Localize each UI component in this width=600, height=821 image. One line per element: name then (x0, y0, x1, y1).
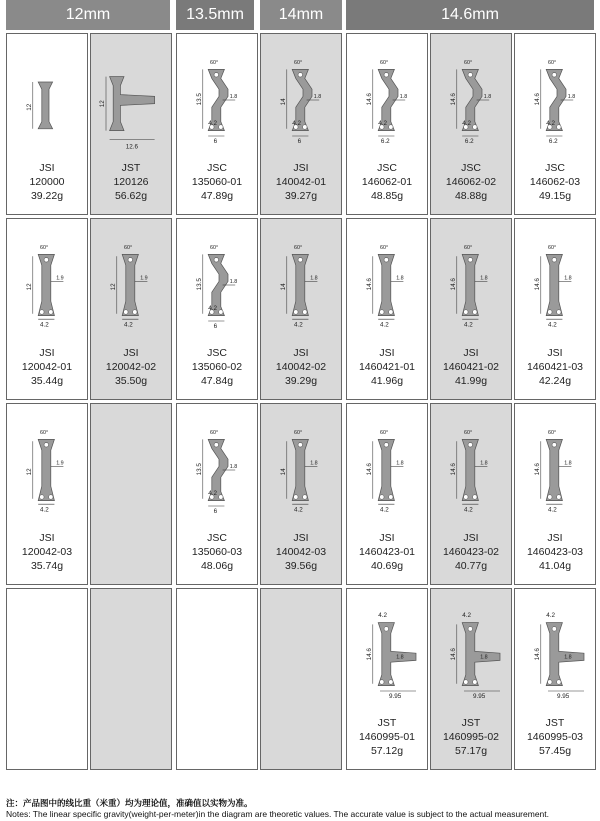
product-weight: 57.17g (454, 745, 488, 757)
dimension-label: 1.8 (480, 275, 488, 282)
product-weight: 57.45g (538, 745, 572, 757)
dimension-label: 6 (297, 138, 302, 146)
product-code: JSI (39, 162, 55, 174)
profile-diagram (183, 44, 255, 156)
product-code: JSC (461, 162, 481, 174)
dimension-label: 60° (548, 60, 557, 66)
dimension-label: 4.2 (464, 321, 473, 329)
product-number: 1460421-01 (358, 361, 416, 373)
dimension-label: 1.8 (229, 94, 238, 101)
dimension-label: 60° (294, 60, 303, 66)
note-chinese: 注：产品图中的线比重（米重）均为理论值，准确值以实物为准。 (6, 798, 253, 808)
dimension-label: 60° (464, 430, 473, 436)
profile-diagram (13, 414, 85, 526)
product-weight: 35.74g (30, 560, 64, 572)
profile-diagram (521, 229, 593, 341)
dimension-label: 12 (99, 100, 107, 108)
product-cell (514, 33, 596, 215)
product-weight: 47.84g (200, 375, 234, 387)
dimension-label: 13.5 (196, 463, 203, 476)
dimension-label: 14.6 (450, 93, 457, 106)
dimension-label: 14.6 (534, 648, 541, 661)
product-number: 1460423-02 (442, 546, 500, 558)
product-cell (430, 218, 512, 400)
product-number: 120042-02 (105, 361, 157, 373)
dimension-label: 60° (294, 245, 303, 251)
dimension-label: 4.2 (378, 120, 387, 128)
product-code: JSI (463, 532, 479, 544)
product-cell (260, 218, 342, 400)
product-weight: 49.15g (538, 190, 572, 202)
product-code: JSI (547, 347, 563, 359)
dimension-label: 1.8 (396, 460, 404, 467)
dimension-label: 60° (40, 430, 49, 436)
profile-diagram (437, 229, 509, 341)
dimension-label: 4.2 (40, 506, 49, 514)
dimension-label: 60° (380, 430, 389, 436)
dimension-label: 1.8 (313, 94, 322, 101)
product-code: JSI (463, 347, 479, 359)
dimension-label: 14 (280, 468, 287, 476)
dimension-label: 14 (280, 283, 287, 291)
dimension-label: 4.2 (378, 612, 387, 620)
dimension-label: 4.2 (462, 120, 471, 128)
profile-diagram (353, 44, 425, 156)
product-number: 140042-03 (275, 546, 327, 558)
dimension-label: 60° (210, 430, 219, 436)
product-cell (176, 33, 258, 215)
dimension-label: 1.8 (396, 275, 404, 282)
product-number: 146062-03 (529, 176, 581, 188)
profile-diagram (353, 414, 425, 526)
dimension-label: 14.6 (450, 278, 457, 291)
product-cell (6, 218, 88, 400)
dimension-label: 1.8 (483, 94, 492, 101)
empty-cell (90, 403, 172, 585)
product-weight: 48.88g (454, 190, 488, 202)
dimension-label: 14.6 (534, 278, 541, 291)
product-weight: 35.50g (114, 375, 148, 387)
product-cell (430, 588, 512, 770)
product-cell (176, 403, 258, 585)
product-cell (346, 403, 428, 585)
dimension-label: 1.8 (564, 460, 572, 467)
dimension-label: 13.5 (196, 93, 203, 106)
product-weight: 48.85g (370, 190, 404, 202)
dimension-label: 4.2 (380, 506, 389, 514)
profile-diagram (97, 44, 169, 156)
product-weight: 39.27g (284, 190, 318, 202)
product-cell (6, 33, 88, 215)
profile-diagram (97, 229, 169, 341)
product-number: 1460423-01 (358, 546, 416, 558)
dimension-label: 6 (213, 323, 218, 331)
dimension-label: 4.2 (292, 120, 301, 128)
product-cell (346, 218, 428, 400)
product-number: 140042-02 (275, 361, 327, 373)
dimension-label: 6 (213, 508, 218, 516)
profile-diagram (437, 414, 509, 526)
profile-diagram (267, 414, 339, 526)
product-cell (430, 403, 512, 585)
product-weight: 48.06g (200, 560, 234, 572)
product-number: 1460995-02 (442, 731, 500, 743)
dimension-label: 4.2 (208, 120, 217, 128)
product-weight: 56.62g (114, 190, 148, 202)
dimension-label: 4.2 (546, 612, 555, 620)
dimension-label: 9.95 (389, 693, 402, 701)
dimension-label: 1.8 (480, 654, 488, 661)
product-code: JSI (293, 532, 309, 544)
dimension-label: 6 (213, 138, 218, 146)
product-cell (6, 403, 88, 585)
dimension-label: 12 (26, 468, 33, 476)
product-code: JSI (293, 162, 309, 174)
header-14mm: 14mm (260, 0, 342, 30)
dimension-label: 13.5 (196, 278, 203, 291)
empty-cell (260, 588, 342, 770)
product-number: 140042-01 (275, 176, 327, 188)
dimension-label: 1.8 (310, 275, 318, 282)
dimension-label: 14.6 (534, 93, 541, 106)
dimension-label: 60° (124, 245, 133, 251)
empty-cell (6, 588, 88, 770)
product-weight: 39.56g (284, 560, 318, 572)
dimension-label: 60° (210, 245, 219, 251)
product-code: JSC (207, 532, 227, 544)
product-code: JSI (293, 347, 309, 359)
product-cell (176, 218, 258, 400)
dimension-label: 4.2 (208, 305, 217, 313)
product-code: JSI (39, 347, 55, 359)
profile-diagram (521, 44, 593, 156)
product-cell (260, 403, 342, 585)
empty-cell (176, 588, 258, 770)
dimension-label: 1.8 (564, 654, 572, 661)
header-13-5mm: 13.5mm (176, 0, 254, 30)
dimension-label: 1.9 (140, 275, 148, 282)
product-cell (514, 588, 596, 770)
dimension-label: 12.6 (125, 143, 139, 151)
dimension-label: 60° (464, 245, 473, 251)
profile-diagram (353, 599, 425, 711)
product-weight: 41.99g (454, 375, 488, 387)
product-cell (260, 33, 342, 215)
dimension-label: 60° (380, 245, 389, 251)
dimension-label: 14.6 (450, 648, 457, 661)
product-cell (514, 218, 596, 400)
product-weight: 39.22g (30, 190, 64, 202)
profile-diagram (267, 229, 339, 341)
dimension-label: 1.8 (564, 275, 572, 282)
product-code: JST (545, 717, 565, 729)
product-weight: 57.12g (370, 745, 404, 757)
dimension-label: 4.2 (546, 120, 555, 128)
product-number: 1460421-03 (526, 361, 584, 373)
profile-diagram (521, 599, 593, 711)
product-code: JSC (545, 162, 565, 174)
product-code: JSI (39, 532, 55, 544)
dimension-label: 60° (380, 60, 389, 66)
product-number: 146062-01 (361, 176, 413, 188)
product-code: JSI (379, 532, 395, 544)
dimension-label: 6.2 (548, 138, 558, 146)
product-weight: 40.69g (370, 560, 404, 572)
profile-diagram (353, 229, 425, 341)
product-weight: 47.89g (200, 190, 234, 202)
dimension-label: 14.6 (366, 463, 373, 476)
dimension-label: 4.2 (294, 321, 303, 329)
dimension-label: 1.8 (310, 460, 318, 467)
dimension-label: 12 (26, 283, 33, 291)
dimension-label: 1.9 (56, 460, 64, 467)
dimension-label: 4.2 (462, 612, 471, 620)
product-weight: 41.04g (538, 560, 572, 572)
product-code: JSC (207, 162, 227, 174)
product-number: 120000 (29, 176, 65, 188)
product-number: 1460995-01 (358, 731, 416, 743)
product-cell (90, 218, 172, 400)
profile-diagram (13, 44, 85, 156)
profile-diagram (437, 599, 509, 711)
product-number: 135060-03 (191, 546, 243, 558)
dimension-label: 1.8 (567, 94, 576, 101)
product-number: 120126 (113, 176, 149, 188)
dimension-label: 14 (280, 98, 287, 106)
product-cell (90, 33, 172, 215)
profile-diagram (183, 414, 255, 526)
header-14-6mm: 14.6mm (346, 0, 594, 30)
profile-diagram (267, 44, 339, 156)
dimension-label: 4.2 (40, 321, 49, 329)
profile-diagram (521, 414, 593, 526)
product-code: JST (461, 717, 481, 729)
dimension-label: 60° (548, 245, 557, 251)
dimension-label: 14.6 (366, 93, 373, 106)
product-weight: 39.29g (284, 375, 318, 387)
dimension-label: 4.2 (548, 321, 557, 329)
dimension-label: 14.6 (366, 278, 373, 291)
product-number: 1460421-02 (442, 361, 500, 373)
product-number: 120042-01 (21, 361, 73, 373)
product-code: JSI (379, 347, 395, 359)
dimension-label: 1.8 (229, 279, 238, 286)
dimension-label: 6.2 (464, 138, 474, 146)
dimension-label: 4.2 (464, 506, 473, 514)
dimension-label: 14.6 (450, 463, 457, 476)
product-code: JSC (377, 162, 397, 174)
dimension-label: 6.2 (380, 138, 390, 146)
dimension-label: 1.9 (56, 275, 64, 282)
dimension-label: 60° (294, 430, 303, 436)
dimension-label: 1.8 (229, 464, 238, 471)
product-number: 135060-02 (191, 361, 243, 373)
product-number: 1460423-03 (526, 546, 584, 558)
dimension-label: 12 (110, 283, 117, 291)
product-code: JSI (123, 347, 139, 359)
dimension-label: 4.2 (548, 506, 557, 514)
product-weight: 41.96g (370, 375, 404, 387)
product-cell (430, 33, 512, 215)
product-code: JSI (547, 532, 563, 544)
header-12mm: 12mm (6, 0, 170, 30)
product-number: 146062-02 (445, 176, 497, 188)
product-code: JST (377, 717, 397, 729)
dimension-label: 60° (40, 245, 49, 251)
dimension-label: 1.8 (480, 460, 488, 467)
product-weight: 40.77g (454, 560, 488, 572)
product-number: 135060-01 (191, 176, 243, 188)
product-cell (514, 403, 596, 585)
product-code: JST (121, 162, 141, 174)
product-cell (346, 588, 428, 770)
dimension-label: 4.2 (294, 506, 303, 514)
dimension-label: 1.8 (399, 94, 408, 101)
dimension-label: 14.6 (534, 463, 541, 476)
dimension-label: 60° (548, 430, 557, 436)
profile-diagram (13, 229, 85, 341)
product-cell (346, 33, 428, 215)
dimension-label: 14.6 (366, 648, 373, 661)
dimension-label: 60° (464, 60, 473, 66)
dimension-label: 9.95 (557, 693, 570, 701)
dimension-label: 12 (25, 103, 33, 111)
product-number: 120042-03 (21, 546, 73, 558)
profile-diagram (437, 44, 509, 156)
product-weight: 42.24g (538, 375, 572, 387)
dimension-label: 4.2 (380, 321, 389, 329)
product-weight: 35.44g (30, 375, 64, 387)
empty-cell (90, 588, 172, 770)
dimension-label: 60° (210, 60, 219, 66)
note-english: Notes: The linear specific gravity(weight-per-meter)in the diagram are theoretic values. The accurate value is subject to the actual measurement. (6, 809, 549, 819)
dimension-label: 9.95 (473, 693, 486, 701)
dimension-label: 4.2 (124, 321, 133, 329)
dimension-label: 1.8 (396, 654, 404, 661)
product-code: JSC (207, 347, 227, 359)
dimension-label: 4.2 (208, 490, 217, 498)
profile-diagram (183, 229, 255, 341)
product-number: 1460995-03 (526, 731, 584, 743)
